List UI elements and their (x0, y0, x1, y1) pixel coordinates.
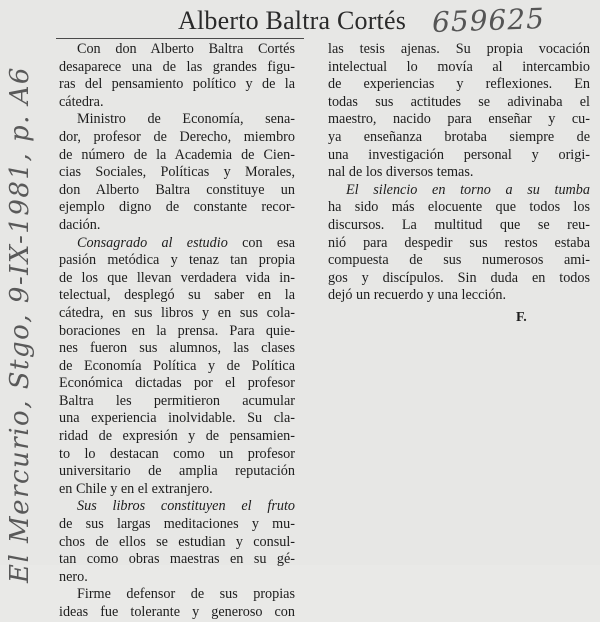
article-text-line: las tesis ajenas. Su propia vocación (328, 41, 590, 57)
article-text-line: cias Sociales, Políticas y Morales, (59, 164, 295, 181)
article-text-line: dación. (59, 216, 101, 233)
article-text-line: ras del pensamiento político y de la (59, 76, 295, 93)
article-text-line: desaparece una de las grandes figu- (59, 58, 295, 75)
article-text-line: ha sido más elocuente que todos los (328, 199, 590, 216)
article-text-line: chos de ellos se estudian y consul- (59, 533, 295, 550)
article-text-line: de experiencias y reflexiones. En (328, 76, 590, 93)
article-text-line: Con don Alberto Baltra Cortés (77, 41, 295, 57)
article-column-right (328, 41, 590, 327)
article-text-line: nero. (59, 568, 88, 585)
article-text-line: dor, profesor de Derecho, miembro (59, 128, 295, 145)
article-text-line: de los que llevan verdadera vida in- (59, 269, 295, 286)
article-text-line: telectual, desplegó su saber en la (59, 287, 295, 304)
article-text-line: una investigación personal y origi- (328, 146, 590, 163)
article-text-line: cátedra, en sus libros y en sus cola- (59, 304, 295, 321)
article-text-line: en Chile y en el extranjero. (59, 480, 213, 497)
article-text-line: Firme defensor de sus propias (77, 586, 295, 603)
article-text-line: una experiencia inolvidable. Su cla- (59, 410, 295, 427)
article-text-line: Económica dictadas por el profesor (59, 375, 295, 392)
article-text-line: tan como obras maestras en su gé- (59, 551, 295, 568)
article-text-line: de número de la Academia de Cien- (59, 146, 295, 163)
article-text-line: intelectual lo movía al intercambio (328, 58, 590, 75)
article-column-left (59, 41, 295, 622)
article-text-line: nes fueron sus alumnos, las clases (59, 340, 295, 357)
article-text-line: ejemplo digno de constante recor- (59, 199, 295, 216)
article-text-line: pasión metódica y tenaz tan propia (59, 252, 295, 269)
article-text-line: Sus libros constituyen el fruto (77, 498, 295, 515)
article-text-line: de Economía Política y de Política (59, 357, 295, 374)
article-text-line: ya enseñanza brotaba siempre de (328, 128, 590, 145)
article-text-line: maestro, nacido para enseñar y cu- (328, 111, 590, 128)
article-text-line: ridad de expresión y de pensamien- (59, 428, 295, 445)
author-signature: F. (516, 309, 527, 325)
article-text-line: to lo destacan como un profesor (59, 445, 295, 462)
article-text-line: ideas fue tolerante y generoso con (59, 604, 295, 620)
article-text-line: Consagrado al estudio con esa (77, 234, 295, 251)
title-rule (56, 38, 304, 39)
article-text-line: Baltra les permitieron acumular (59, 392, 295, 409)
article-text-line: discursos. La multitud que se reu- (328, 216, 590, 233)
article-text-line: nió para despedir sus restos estaba (328, 234, 590, 251)
handwritten-catalog-number: 659625 (431, 2, 546, 39)
article-title: Alberto Baltra Cortés (178, 6, 407, 35)
article-text-line: don Alberto Baltra constituye un (59, 181, 295, 198)
article-text-line: todas sus actitudes se adivinaba el (328, 93, 590, 110)
article-text-line: dejó un recuerdo y una lección. (328, 287, 507, 304)
article-text-line: universitario de amplia reputación (59, 463, 295, 480)
article-text-line: gos y discípulos. Sin duda en todos (328, 269, 590, 286)
article-text-line: cátedra. (59, 93, 104, 110)
article-text-line: de sus largas meditaciones y mu- (59, 516, 295, 533)
handwritten-source-annotation: El Mercurio, Stgo, 9-IX-1981, p. A6 (5, 66, 35, 583)
article-text-line: El silencio en torno a su tumba (346, 181, 590, 198)
article-text-line: boraciones en la prensa. Para quie- (59, 322, 295, 339)
article-text-line: Ministro de Economía, sena- (77, 111, 295, 128)
article-text-line: nal de los diversos temas. (328, 164, 474, 181)
article-text-line: compuesta de sus numerosos ami- (328, 252, 590, 269)
